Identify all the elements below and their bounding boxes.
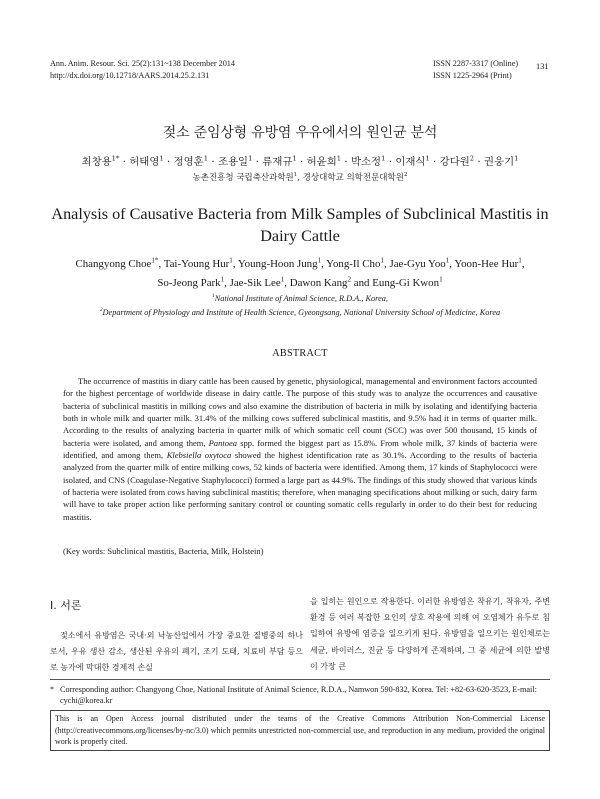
affil-2-sup: 2 [99,307,103,314]
english-author-separator: and [351,276,373,289]
english-author-name: Jae-Gyu Yoo [389,258,446,270]
english-author-affil-sup: 1 [280,274,285,283]
corresponding-author-note [50,684,550,706]
english-authors [18,255,582,292]
english-affiliation-2 [0,308,600,317]
journal-citation [50,58,235,82]
korean-author-name: 류재규 [262,156,293,168]
abstract-text-3: showed the highest identification rate as 30.1%. According to the results of bacteria analyzed from the quarter milk of entire milking cows, 52 kinds of bacteria were identified. Among them, 17 kinds of Staphylococci were isolated, and CNS (Coagulase-Negative Staphylococci) formed a large part as 44.9%. The findings of this study showed that various kinds of bacteria were isolated from cows having subclinical mastitis; therefore, when managing specifications about milking or such, dairy farm will have to take proper action like performing sanitary control or counting somatic cells regularly in order to do their best for reducing mastitis. [63,450,538,522]
korean-affil-1: 농촌진흥청 국립축산과학원 [192,173,294,183]
english-author-name: Yoon-Hee Hur [454,258,519,270]
korean-author-affil-sup: 1 [292,154,297,163]
keywords: (Key words: Subclinical mastitis, Bacteria, Milk, Holstein) [63,546,264,556]
korean-author-affil-sup: 1 [336,154,342,163]
page-number: 131 [536,62,549,71]
korean-author-name: 허윤희 [306,156,337,168]
issn-print: ISSN 1225-2964 (Print) [433,71,512,80]
english-author-affil-sup: 1 [317,256,322,265]
english-author-affil-sup: 1 [229,256,233,265]
korean-author-separator: · [119,156,130,168]
english-author-name: Changyong Choe [75,258,152,270]
korean-author-affil-sup: 1 [425,154,430,163]
affil-1-sup: 1 [212,293,215,300]
english-author-separator: , [232,258,238,270]
section-heading-introduction: Ⅰ. 서론 [50,599,82,612]
korean-author-separator: · [208,156,218,168]
korean-author-name: 조용일 [217,156,249,168]
korean-author-affil-sup: 1 [203,154,209,163]
doi-link[interactable]: http://dx.doi.org/10.12718/AARS.2014.25.2.131 [50,71,210,80]
korean-affil-1-sup: 1 [293,172,298,179]
english-title [40,203,560,247]
english-author-separator: , [321,258,327,270]
korean-author-affil-sup: 1 [514,154,519,163]
korean-author-affil-sup: 1 [248,154,253,163]
korean-author-affil-sup: 1* [111,154,120,163]
journal-line: Ann. Anim. Resour. Sci. 25(2):131~138 December 2014 [50,59,235,68]
footnote-divider [50,679,550,680]
korean-author-separator: · [474,156,485,168]
english-title-line-1: Analysis of Causative Bacteria from Milk Samples of Subclinical Mastitis in [51,205,549,223]
english-author-affil-sup: 1 [518,256,522,265]
korean-author-separator: · [341,156,351,168]
english-author-name: So-Jeong Park [157,276,221,289]
english-authors-line-2 [18,274,582,293]
affil-1-text: National Institute of Animal Science, R.D.A., Korea, [214,294,388,303]
english-author-affil-sup: 2 [347,274,352,283]
korean-affiliations [0,171,600,183]
korean-author-separator: · [296,156,307,168]
english-affiliation-1 [0,294,600,303]
issn-block [433,58,518,82]
korean-author-name: 정영훈 [173,156,204,168]
english-author-affil-sup: 1* [151,256,159,265]
affil-2-text: Department of Physiology and Institute of Health Science, Gyeongsang, National University School of Medicine, Korea [102,308,501,317]
korean-author-name: 최창용 [81,156,112,168]
english-author-separator: , [521,258,525,270]
korean-authors [0,153,600,168]
species-pantoea: Pantoea [208,437,237,448]
open-access-license-box: This is an Open Access journal distributed under the teams of the Creative Commons Attribution Non-Commercial License (http://creativecommons.org/licenses/by-nc/3.0) which permits unrestricted non-commercial use, and reproduction in any medium, provided the original work is properly cited. [50,710,550,751]
english-author-separator: , [384,258,390,270]
korean-affil-2-sup: 2 [403,172,408,179]
english-author-name: Dawon Kang [289,276,348,289]
korean-author-affil-sup: 1 [381,154,386,163]
abstract-body [63,375,537,523]
body-left-column: 젖소에서 유방염은 국내·외 낙농산업에서 가장 중요한 질병중의 하나로서, 우유 생산 감소, 생산된 우유의 폐기, 조기 도태, 치료비 부담 등으로 농가에 막대한 경제적 손실 [50,631,303,673]
english-author-name: Young-Hoon Jung [237,258,318,270]
english-author-name: Jae-Sik Lee [229,276,281,289]
english-author-name: Eung-Gi Kwon [372,276,440,289]
english-author-separator: , [284,276,290,289]
korean-author-separator: · [163,156,174,168]
footnote-asterisk: * [50,685,55,694]
english-authors-line-1 [18,255,582,274]
body-right-column: 을 입히는 원인으로 작용한다. 이러한 유방염은 착유기, 착유자, 주변 환경 등 여러 복잡한 요인의 상호 작용에 의해 여 오염체가 유두로 침입하여 유방에 염증을 일으키게 된다. 유방염을 일으키는 원인체로는 세균, 바이러스, 진균 등 다양하게 존재하며, 그 중 세균에 의한 발병이 가장 큰 [310,597,550,671]
korean-author-name: 박소정 [350,156,382,168]
corresponding-author-text: Corresponding author: Changyong Choe, National Institute of Animal Science, R.D.A., Namwon 590-832, Korea. Tel: +82-63-620-3523, E-mail: cychi@korea.kr [60,685,537,705]
korean-affil-separator: , [297,173,303,183]
english-author-affil-sup: 1 [439,274,443,283]
korean-author-separator: · [429,156,440,168]
korean-author-affil-sup: 2 [469,154,475,163]
korean-author-affil-sup: 1 [159,154,164,163]
abstract-text-2: spp. formed the biggest part as 15.8%. From whole milk, 37 kinds of bacteria were identified, and among them, [63,437,538,461]
korean-author-separator: · [252,156,263,168]
english-author-affil-sup: 1 [445,256,450,265]
korean-author-name: 허태영 [129,156,160,168]
english-author-affil-sup: 1 [220,274,225,283]
english-title-line-2: Dairy Cattle [260,227,340,245]
abstract-text-1: The occurrence of mastitis in diary cattle has been caused by genetic, physiological, managemental and environment factors accounted for the highest percentage of worldwide disease in dairy cattle. The purpose of this study was to analyze the occurrences and causative bacteria of subclinical mastitis in milking cows and also examine the distribution of bacteria in milk by isolating and identifying bacteria both in whole milk and quarter milk. 31.4% of the milking cows suffered subclinical mastitis, and 9.5% had it in terms of quarter milk. According to the results of analyzing bacteria in quarter milk of which somatic cell count (SCC) was over 500 thousand, 15 kinds of bacteria were isolated, and among them, [63,376,537,448]
english-author-separator: , [224,276,230,289]
korean-affil-2: 경상대학교 의학전문대학원 [302,173,404,183]
korean-author-name: 권웅기 [484,156,515,168]
species-klebsiella: Klebsiella oxytoca [166,450,232,461]
korean-author-name: 이재식 [395,156,426,168]
issn-online: ISSN 2287-3317 (Online) [433,59,519,68]
english-author-separator: , [158,258,164,270]
korean-title: 젖소 준임상형 유방염 우유에서의 원인균 분석 [162,125,438,141]
english-author-affil-sup: 1 [380,256,384,265]
english-author-separator: , [449,258,455,270]
abstract-heading: ABSTRACT [272,348,328,359]
english-author-name: Yong-Il Cho [326,258,381,270]
english-author-name: Tai-Young Hur [163,258,230,270]
korean-author-name: 강다원 [439,156,470,168]
korean-author-separator: · [385,156,396,168]
